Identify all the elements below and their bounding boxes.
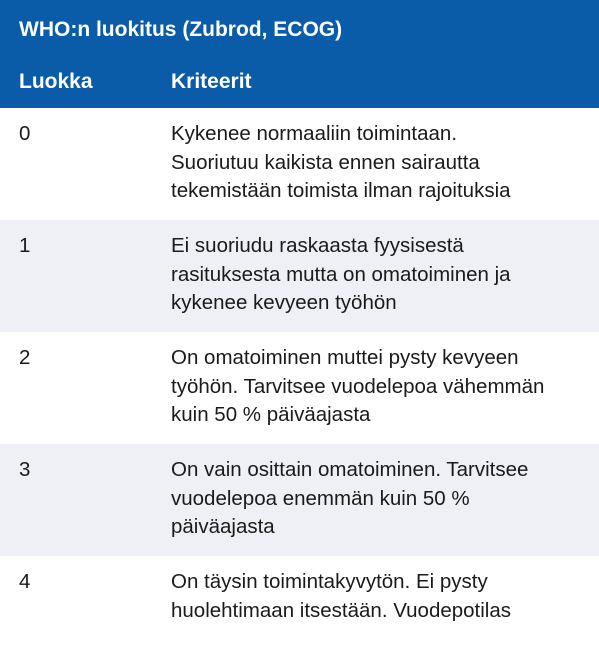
- grade-cell: 1: [19, 234, 31, 257]
- table-header: [0, 0, 599, 108]
- table-row: [0, 332, 599, 444]
- grade-cell: 3: [19, 458, 31, 481]
- criteria-cell: [171, 232, 599, 332]
- criteria-line: tekemistään toimista ilman rajoituksia: [171, 179, 511, 202]
- table-title: WHO:n luokitus (Zubrod, ECOG): [19, 18, 343, 41]
- grade-cell: 4: [19, 570, 31, 593]
- criteria-line: Kykenee normaaliin toimintaan.: [171, 122, 458, 145]
- criteria-line: On vain osittain omatoiminen. Tarvitsee: [171, 458, 529, 481]
- table-row: [0, 444, 599, 556]
- criteria-cell: [171, 568, 599, 648]
- criteria-line: vuodelepoa enemmän kuin 50 %: [171, 486, 470, 510]
- criteria-line: Suoriutuu kaikista ennen sairautta: [171, 150, 480, 174]
- column-header-grade: Luokka: [19, 70, 93, 93]
- criteria-line: työhön. Tarvitsee vuodelepoa vähemmän: [171, 374, 545, 398]
- criteria-line: kuin 50 % päiväajasta: [171, 403, 371, 426]
- criteria-line: On omatoiminen muttei pysty kevyeen: [171, 346, 519, 369]
- criteria-line: On täysin toimintakyvytön. Ei pysty: [171, 570, 488, 593]
- criteria-line: Ei suoriudu raskaasta fyysisestä: [171, 234, 464, 257]
- criteria-line: rasituksesta mutta on omatoiminen ja: [171, 262, 511, 286]
- criteria-cell: [171, 344, 599, 444]
- criteria-line: huolehtimaan itsestään. Vuodepotilas: [171, 598, 512, 622]
- column-header-criteria: Kriteerit: [171, 70, 252, 93]
- grade-cell: 2: [19, 346, 31, 369]
- table-row: [0, 108, 599, 220]
- criteria-cell: [171, 456, 599, 556]
- grade-cell: 0: [19, 122, 31, 145]
- column-headers: [0, 58, 599, 108]
- criteria-line: päiväajasta: [171, 515, 275, 538]
- table-row: [0, 220, 599, 332]
- criteria-cell: [171, 120, 599, 220]
- criteria-line: kykenee kevyeen työhön: [171, 291, 397, 314]
- table-row: [0, 556, 599, 648]
